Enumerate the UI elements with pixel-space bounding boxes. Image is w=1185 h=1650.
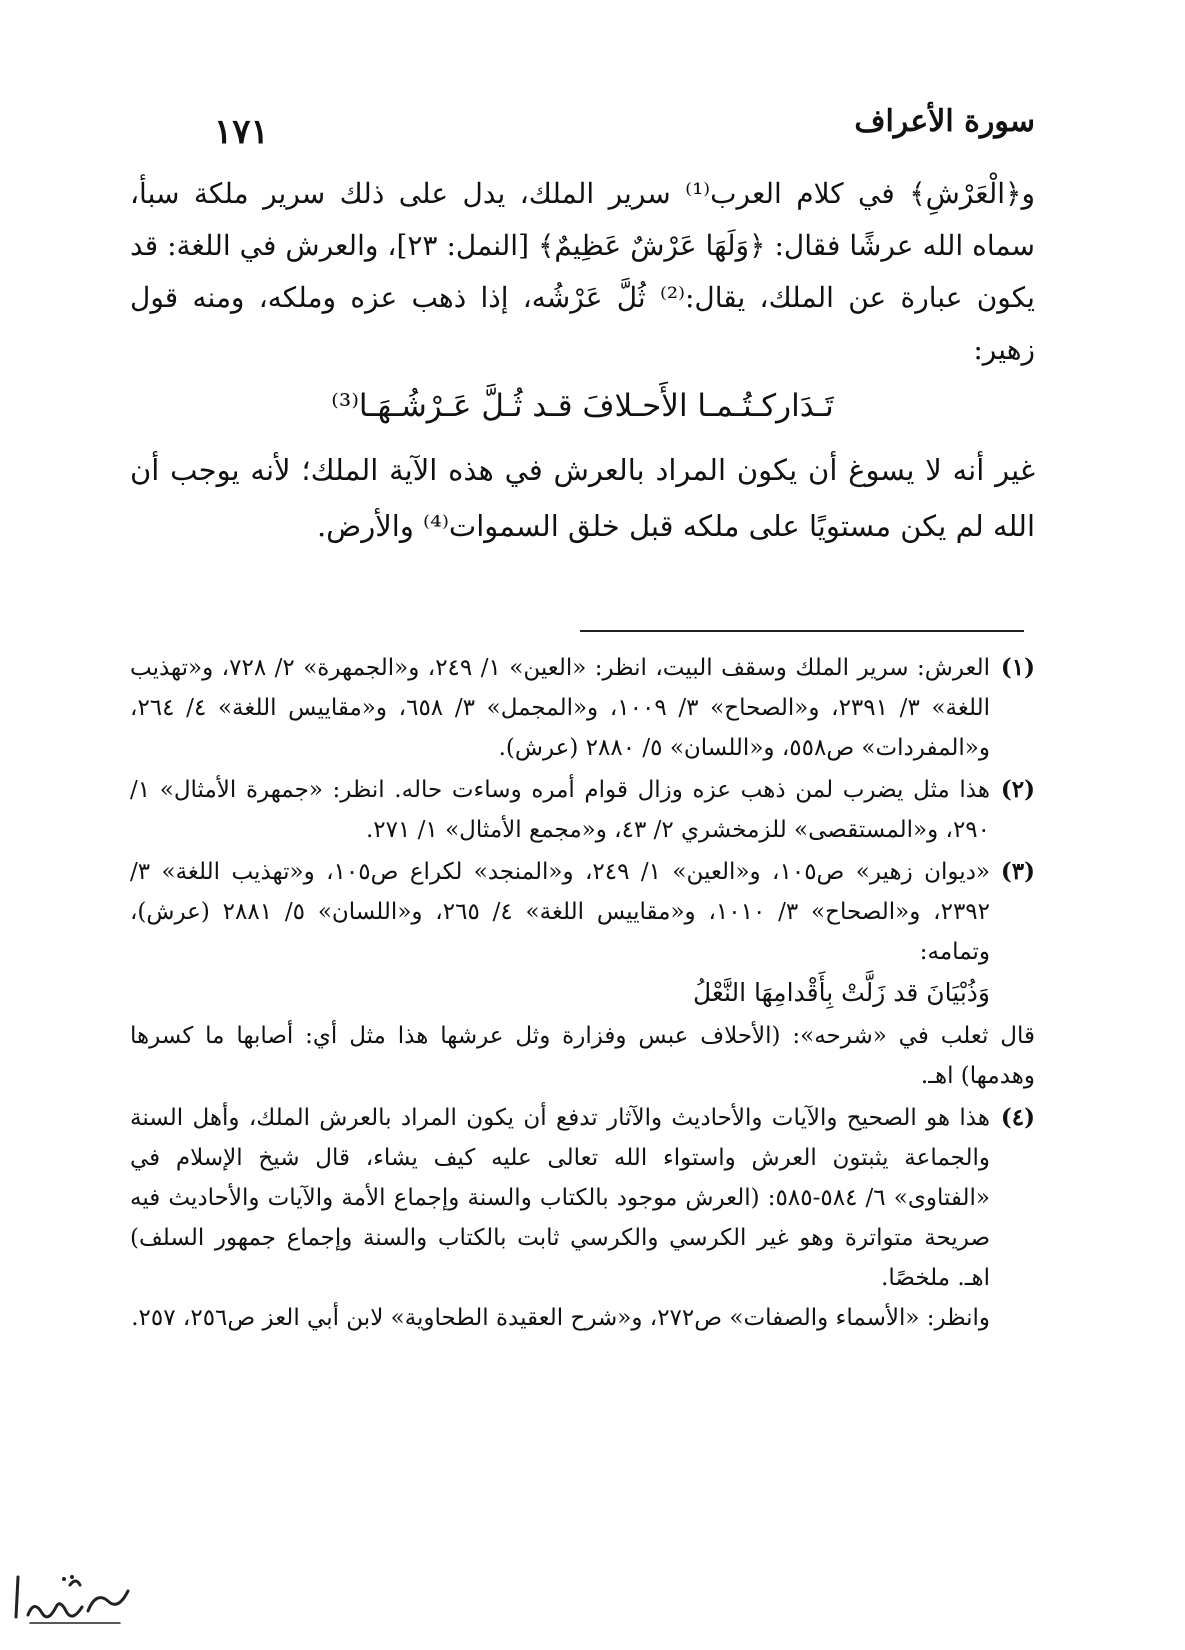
paragraph-1: و﴿الْعَرْشِ﴾ في كلام العرب⁽¹⁾ سرير الملك، يدل على ذلك سرير ملكة سبأ، سماه الله عرشًا فقال: ﴿وَلَهَا عَرْشٌ عَظِيمٌ﴾ [النمل: ٢٣]، والعرش في اللغة: قد يكون عبارة عن الملك، يقال:⁽²⁾ ثُلَّ عَرْشُه، إذا ذهب عزه وملكه، ومنه قول زهير: [130,177,1036,366]
footnote-4 [130,1098,1035,1338]
footnote-text: هذا مثل يضرب لمن ذهب عزه وزال قوام أمره وساءت حاله. انظر: «جمهرة الأمثال» ١/ ٢٩٠، و«المستقصى» للزمخشري ٢/ ٤٣، و«مجمع الأمثال» ١/ ٢٧١. [130,777,990,843]
footnote-number: (٤) [1000,1104,1035,1131]
footnote-number: (٢) [1000,776,1035,803]
footnote-number: (٣) [1000,858,1035,885]
paragraph-2: غير أنه لا يسوغ أن يكون المراد بالعرش في هذه الآية الملك؛ لأنه يوجب أن الله لم يكن مستويًا على ملكه قبل خلق السموات⁽⁴⁾ والأرض. [130,453,1035,543]
poetry-verse: تَـدَاركـتُـمـا الأَحـلافَ قـد ثُـلَّ عَـرْشُـهَـا⁽³⁾ [331,388,834,424]
footnote-text: العرش: سرير الملك وسقف البيت، انظر: «العين» ١/ ٢٤٩، و«الجمهرة» ٢/ ٧٢٨، و«تهذيب اللغة» ٣/ ٢٣٩١، و«الصحاح» ٣/ ١٠٠٩، و«المجمل» ٣/ ٦٥٨، و«مقاييس اللغة» ٤/ ٢٦٤، و«المفردات» ص٥٥٨، و«اللسان» ٥/ ٢٨٨٠ (عرش). [130,655,991,761]
footnote-number: (١) [1000,654,1035,681]
main-text [130,168,1035,554]
footnotes [130,648,1035,1340]
footnote-separator [580,630,1024,632]
surah-title: سورة الأعراف [854,104,1035,139]
footnote-1 [130,648,1035,768]
footnote-verse: وَذُبْيَانَ قد زَلَّتْ بِأَقْدامِهَا النَّعْلُ [692,978,990,1007]
footnote-3 [130,852,1035,1014]
footnote-3-continuation: قال ثعلب في «شرحه»: (الأحلاف عبس وفزارة وثل عرشها هذا مثل أي: أصابها ما كسرها وهدمها) اهـ. [130,1023,1035,1089]
footnote-text: «ديوان زهير» ص١٠٥، و«العين» ١/ ٢٤٩، و«المنجد» لكراع ص١٠٥، و«تهذيب اللغة» ٣/ ٢٣٩٢، و«الصحاح» ٣/ ١٠١٠، و«مقاييس اللغة» ٤/ ٢٦٥، و«اللسان» ٥/ ٢٨٨١ (عرش)، وتمامه: [130,859,991,965]
footnote-4-continuation: وانظر: «الأسماء والصفات» ص٢٧٢، و«شرح العقيدة الطحاوية» لابن أبي العز ص٢٥٦، ٢٥٧. [131,1305,990,1331]
footnote-2 [130,770,1035,850]
footnote-text: هذا هو الصحيح والآيات والأحاديث والآثار تدفع أن يكون المراد بالعرش الملك، وأهل السنة والجماعة يثبتون العرش واستواء الله تعالى عليه كيف يشاء، قال شيخ الإسلام في «الفتاوى» ٦/ ٥٨٤-٥٨٥: (العرش موجود بالكتاب والسنة وإجماع الأمة والآيات والأحاديث فيه صريحة متواترة وهو غير الكرسي والكرسي ثابت بالكتاب والسنة وإجماع جمهور السلف) اهـ. ملخصًا. [130,1105,991,1291]
page-number: ١٧١ [214,112,269,152]
watermark-logo [0,1565,140,1645]
